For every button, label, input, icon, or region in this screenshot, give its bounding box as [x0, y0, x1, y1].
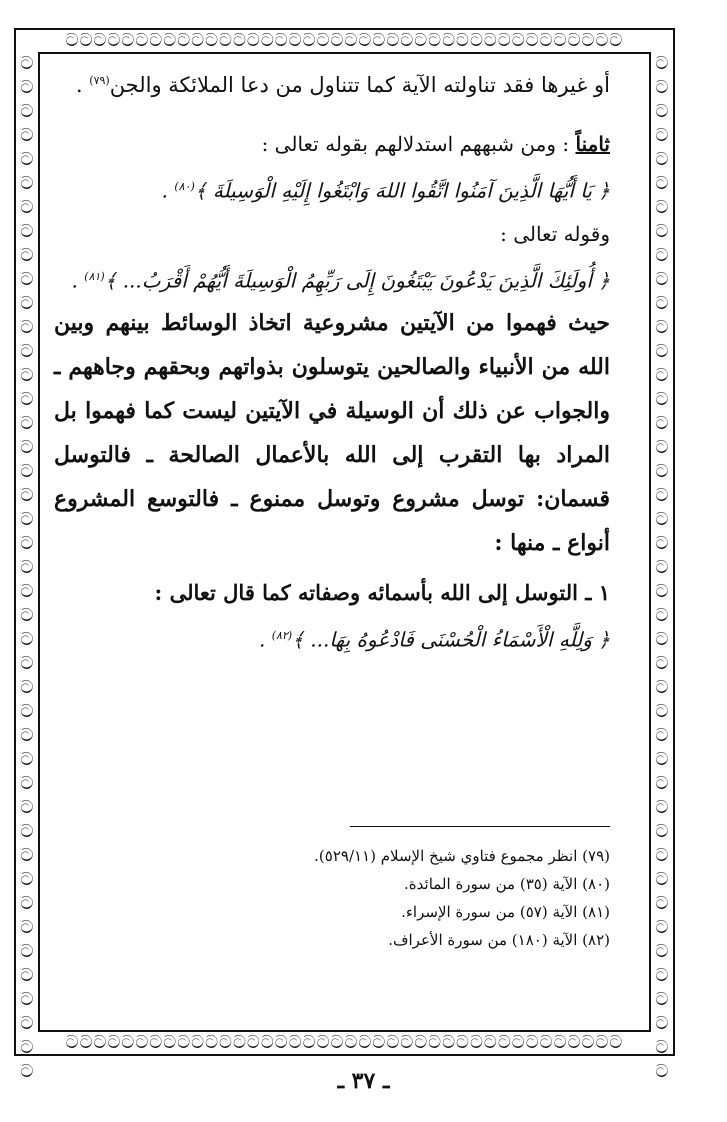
footnote-80: (٨٠) الآية (٣٥) من سورة المائدة.: [404, 875, 610, 893]
intro-text: أو غيرها فقد تناولته الآية كما تتناول من دعا الملائكة والجن: [109, 73, 610, 97]
verse-1: ﴿ يَا أَيُّهَا الَّذِينَ آمَنُوا اتَّقُوا اللهَ وَابْتَغُوا إِلَيْهِ الْوَسِيلَةَ ﴾$^{(٨٠)}$ .: [161, 178, 610, 203]
section-heading: [54, 122, 610, 166]
verse-2: ﴿ أُولَئِكَ الَّذِينَ يَدْعُونَ يَبْتَغُونَ إِلَى رَبِّهِمُ الْوَسِيلَةَ أَيُّهُمْ أَقْرَبُ... ﴾$^{(٨١)}$ .: [71, 268, 610, 293]
list-item-1: ١ ـ التوسل إلى الله بأسمائه وصفاته كما قال تعالى :: [154, 580, 610, 606]
footnote-divider: [350, 826, 610, 827]
footnote-79: (٧٩) انظر مجموع فتاوي شيخ الإسلام (٥٢٩/١١).: [314, 847, 610, 865]
body-paragraph: حيث فهموا من الآيتين مشروعية اتخاذ الوسائط بينهم وبين الله من الأنبياء والصالحين يتوسلون بذواتهم وبحقهم وجاههم ـ والجواب عن ذلك أن الوسيلة في الآيتين ليست كما فهموا بل المراد بها التقرب إلى الله بالأعمال الصالحة ـ فالتوسل قسمان: توسل مشروع وتوسل ممنوع ـ فالتوسع المشروع أنواع ـ منها :: [54, 310, 610, 557]
verse-3: ﴿ وَلِلَّهِ الْأَسْمَاءُ الْحُسْنَى فَادْعُوهُ بِهَا... ﴾$^{(٨٢)}$ .: [259, 627, 610, 652]
footnote-ref-82: (٨٢): [271, 629, 293, 643]
border-ornament-right: ටටටටටටටටටටටටටටටටටටටටටටටටටටටටටටටටටටටටටටටටටටට: [655, 53, 669, 1082]
footnote-ref-79: (٧٩): [89, 74, 110, 87]
footnote-ref-80: (٨٠): [174, 180, 195, 193]
border-ornament-top: ටටටටටටටටටටටටටටටටටටටටටටටටටටටටටටටටටටටටටටටට: [65, 30, 624, 51]
border-ornament-bottom: ටටටටටටටටටටටටටටටටටටටටටටටටටටටටටටටටටටටටටටටට: [65, 1032, 624, 1053]
heading-term: ثامناً: [575, 132, 610, 156]
main-text: [54, 60, 610, 661]
footnote-ref-81: (٨١): [84, 269, 105, 283]
saying-line: وقوله تعالى :: [500, 221, 610, 246]
verse-1-text: ﴿ يَا أَيُّهَا الَّذِينَ آمَنُوا اتَّقُوا اللهَ وَابْتَغُوا إِلَيْهِ الْوَسِيلَةَ ﴾: [194, 178, 610, 203]
footnotes: [54, 842, 610, 954]
verse-3-text: ﴿ وَلِلَّهِ الْأَسْمَاءُ الْحُسْنَى فَادْعُوهُ بِهَا... ﴾: [292, 627, 610, 652]
verse-2-text: ﴿ أُولَئِكَ الَّذِينَ يَدْعُونَ يَبْتَغُونَ إِلَى رَبِّهِمُ الْوَسِيلَةَ أَيُّهُمْ أَقْرَبُ... ﴾: [104, 268, 610, 293]
page-number: ـ ٣٧ ـ: [337, 1068, 390, 1094]
intro-paragraph: أو غيرها فقد تناولته الآية كما تتناول من دعا الملائكة والجن$^{(٧٩)}$ .: [75, 73, 610, 97]
heading-rest: : ومن شبههم استدلالهم بقوله تعالى :: [261, 132, 570, 156]
border-ornament-left: ටටටටටටටටටටටටටටටටටටටටටටටටටටටටටටටටටටටටටටටටටටට: [20, 53, 34, 1082]
footnote-81: (٨١) الآية (٥٧) من سورة الإسراء.: [401, 903, 610, 921]
footnote-82: (٨٢) الآية (١٨٠) من سورة الأعراف.: [388, 931, 610, 949]
